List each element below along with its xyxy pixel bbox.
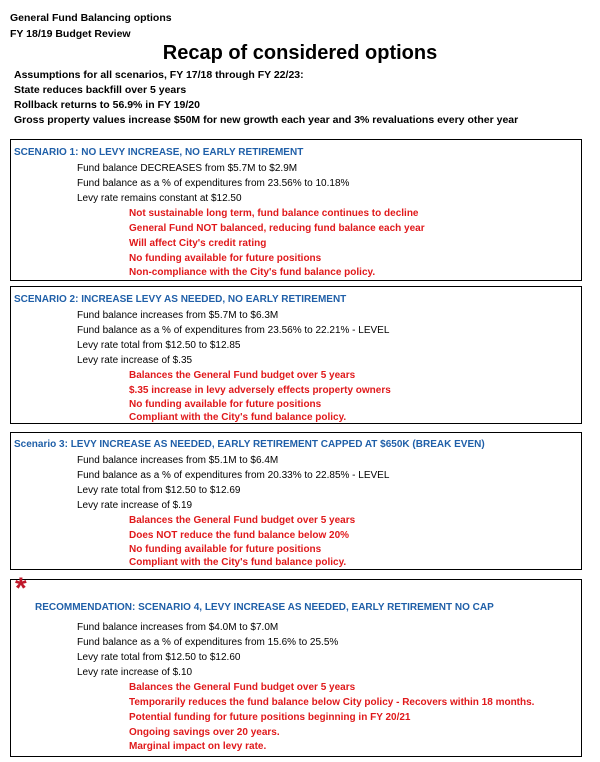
header-line-1: General Fund Balancing options (10, 12, 172, 24)
scenario-3-fact: Fund balance increases from $5.1M to $6.4M (77, 455, 279, 466)
scenario-3-note: Balances the General Fund budget over 5 years (129, 515, 356, 526)
page-title: Recap of considered options (162, 42, 438, 64)
assumption-item: State reduces backfill over 5 years (14, 84, 187, 96)
scenario-3-fact: Fund balance as a % of expenditures from 20.33% to 22.85% - LEVEL (77, 470, 390, 481)
scenario-1-note: No funding available for future positions (129, 253, 322, 264)
scenario-1-note: Will affect City's credit rating (129, 238, 267, 249)
scenario-2-note: Compliant with the City's fund balance policy. (129, 412, 347, 423)
scenario-1-note: Non-compliance with the City's fund balance policy. (129, 267, 376, 278)
recommendation-fact: Levy rate total from $12.50 to $12.60 (77, 652, 241, 663)
scenario-1-fact: Fund balance DECREASES from $5.7M to $2.9M (77, 163, 298, 174)
scenario-1-fact: Fund balance as a % of expenditures from 23.56% to 10.18% (77, 178, 350, 189)
scenario-2-box (10, 286, 582, 424)
scenario-3-heading: Scenario 3: LEVY INCREASE AS NEEDED, EARLY RETIREMENT CAPPED AT $650K (BREAK EVEN) (14, 439, 485, 450)
recommendation-note: Ongoing savings over 20 years. (129, 727, 280, 738)
recommendation-note: Temporarily reduces the fund balance below City policy - Recovers within 18 months. (129, 697, 535, 708)
recommendation-fact: Fund balance as a % of expenditures from 15.6% to 25.5% (77, 637, 339, 648)
scenario-2-heading: SCENARIO 2: INCREASE LEVY AS NEEDED, NO EARLY RETIREMENT (14, 294, 347, 305)
recommendation-box (10, 572, 582, 757)
scenario-3-note: Compliant with the City's fund balance policy. (129, 557, 347, 568)
assumptions-heading: Assumptions for all scenarios, FY 17/18 through FY 22/23: (14, 69, 304, 81)
scenario-3-fact: Levy rate total from $12.50 to $12.69 (77, 485, 241, 496)
header-line-2: FY 18/19 Budget Review (10, 28, 131, 40)
scenario-3-note: No funding available for future positions (129, 544, 322, 555)
scenario-1-box (10, 139, 582, 281)
scenario-2-fact: Levy rate total from $12.50 to $12.85 (77, 340, 241, 351)
recommendation-fact: Levy rate increase of $.10 (77, 667, 193, 678)
scenario-2-note: No funding available for future positions (129, 399, 322, 410)
scenario-2-fact: Levy rate increase of $.35 (77, 355, 193, 366)
scenario-1-heading: SCENARIO 1: NO LEVY INCREASE, NO EARLY RETIREMENT (14, 147, 304, 158)
recommendation-fact: Fund balance increases from $4.0M to $7.0M (77, 622, 279, 633)
scenario-1-note: Not sustainable long term, fund balance continues to decline (129, 208, 419, 219)
scenario-3-note: Does NOT reduce the fund balance below 20% (129, 530, 350, 541)
scenario-1-fact: Levy rate remains constant at $12.50 (77, 193, 242, 204)
scenario-2-note: Balances the General Fund budget over 5 years (129, 370, 356, 381)
assumption-item: Rollback returns to 56.9% in FY 19/20 (14, 99, 200, 111)
scenario-3-fact: Levy rate increase of $.19 (77, 500, 193, 511)
scenario-2-note: $.35 increase in levy adversely effects property owners (129, 385, 391, 396)
scenario-2-fact: Fund balance increases from $5.7M to $6.3M (77, 310, 279, 321)
scenario-3-box (10, 432, 582, 570)
recommendation-heading: RECOMMENDATION: SCENARIO 4, LEVY INCREASE AS NEEDED, EARLY RETIREMENT NO CAP (35, 602, 494, 613)
assumption-item: Gross property values increase $50M for new growth each year and 3% revaluations every other year (14, 114, 519, 126)
asterisk-icon: * (15, 572, 27, 605)
recommendation-note: Potential funding for future positions beginning in FY 20/21 (129, 712, 411, 723)
scenario-2-fact: Fund balance as a % of expenditures from 23.56% to 22.21% - LEVEL (77, 325, 390, 336)
scenario-1-note: General Fund NOT balanced, reducing fund balance each year (129, 223, 425, 234)
recommendation-note: Marginal impact on levy rate. (129, 741, 267, 752)
recommendation-note: Balances the General Fund budget over 5 years (129, 682, 356, 693)
